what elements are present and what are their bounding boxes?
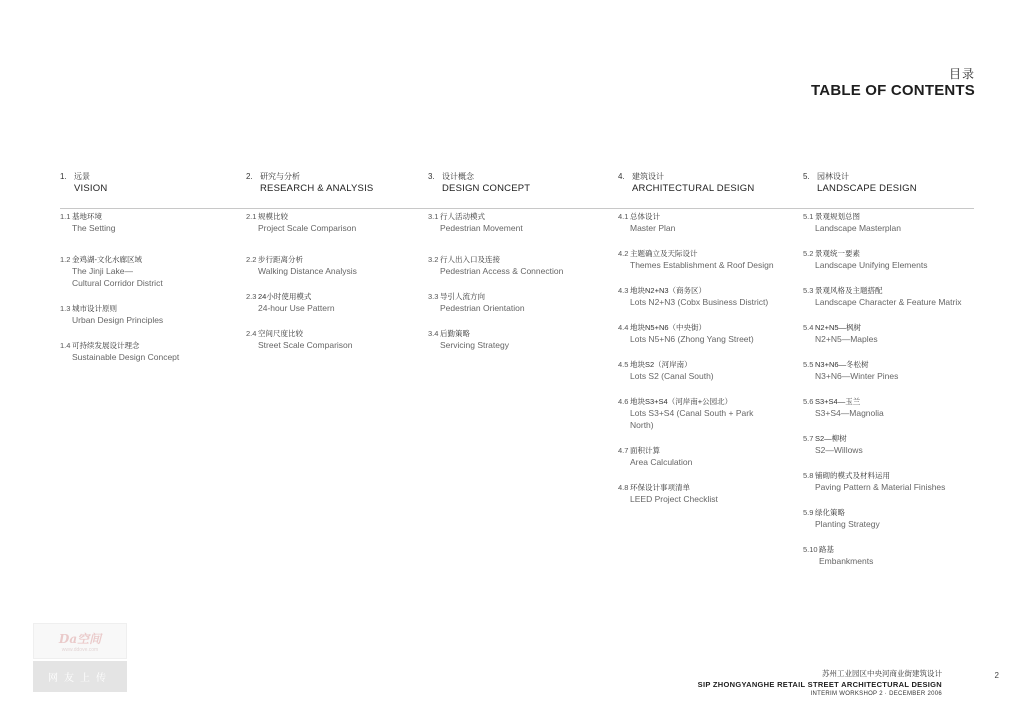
item-number: 5.7 (803, 434, 814, 443)
item-number: 5.6 (803, 397, 814, 406)
toc-item (803, 507, 961, 530)
toc-item (618, 285, 774, 308)
section-heading (618, 171, 754, 197)
item-title-chinese: 导引人流方向 (440, 292, 485, 301)
footer-project-english: SIP ZHONGYANGHE RETAIL STREET ARCHITECTURAL DESIGN (697, 680, 942, 689)
item-title-english: Landscape Unifying Elements (815, 260, 928, 270)
item-title-chinese: 空间尺度比较 (258, 329, 303, 338)
section-heading-chinese (246, 171, 373, 182)
item-number: 4.6 (618, 397, 629, 406)
item-title-english: Embankments (819, 556, 874, 566)
item-title-chinese: 铺砌的模式及材料运用 (815, 471, 890, 480)
toc-item (618, 396, 774, 431)
toc-item (803, 470, 961, 493)
item-number: 5.2 (803, 249, 814, 258)
section-items (428, 211, 563, 351)
footer-project-chinese: 苏州工业园区中央河商业街建筑设计 (822, 669, 942, 678)
section-heading-chinese (803, 171, 917, 182)
toc-item (803, 248, 961, 271)
item-number: 5.8 (803, 471, 814, 480)
item-title-english: Planting Strategy (815, 519, 880, 529)
item-title-english: Cultural Corridor District (72, 278, 163, 288)
toc-item (803, 396, 961, 419)
item-number: 4.2 (618, 249, 629, 258)
section-items (618, 211, 774, 505)
section-title-english: ARCHITECTURAL DESIGN (632, 183, 755, 194)
item-number: 5.5 (803, 360, 814, 369)
item-number: 3.1 (428, 212, 439, 221)
page-number: 2 (994, 671, 999, 680)
section-title-english: VISION (74, 183, 108, 194)
section-title-english: DESIGN CONCEPT (442, 183, 531, 194)
item-title-english: Pedestrian Access & Connection (440, 266, 564, 276)
toc-item (60, 303, 179, 326)
section-number: 5. (803, 172, 810, 181)
watermark-logo-panel (33, 623, 127, 659)
toc-item (803, 211, 961, 234)
section-title-chinese: 远景 (74, 172, 90, 181)
item-title-english: Landscape Character & Feature Matrix (815, 297, 962, 307)
item-number: 1.1 (60, 212, 71, 221)
item-title-chinese: 景观风格及主题搭配 (815, 286, 883, 295)
section-heading (428, 171, 530, 197)
item-title-chinese: 基地环境 (72, 212, 102, 221)
section-items (803, 211, 961, 567)
section-items (246, 211, 357, 351)
item-title-english: North) (630, 420, 654, 430)
watermark-caption-panel (33, 661, 127, 692)
header-divider (60, 208, 974, 209)
toc-item (246, 211, 357, 234)
toc-section-3 (428, 171, 530, 197)
item-number: 1.4 (60, 341, 71, 350)
item-title-english: Lots S3+S4 (Canal South + Park (630, 408, 754, 418)
item-number: 5.4 (803, 323, 814, 332)
section-heading-chinese (618, 171, 754, 182)
section-title-english: RESEARCH & ANALYSIS (260, 183, 374, 194)
watermark-logo: Da空间 (58, 631, 102, 646)
toc-item (618, 248, 774, 271)
toc-item (428, 328, 563, 351)
item-title-english: Landscape Masterplan (815, 223, 902, 233)
item-number: 4.8 (618, 483, 629, 492)
item-title-english: Themes Establishment & Roof Design (630, 260, 774, 270)
section-number: 1. (60, 172, 67, 181)
toc-item (618, 211, 774, 234)
item-title-english: Lots N5+N6 (Zhong Yang Street) (630, 334, 754, 344)
item-title-chinese: 环保设计事项清单 (630, 483, 690, 492)
item-number: 5.9 (803, 508, 814, 517)
section-title-chinese: 建筑设计 (632, 172, 664, 181)
item-title-english: N3+N6—Winter Pines (815, 371, 899, 381)
toc-item (60, 211, 179, 234)
toc-item (803, 433, 961, 456)
section-number: 4. (618, 172, 625, 181)
item-number: 1.2 (60, 255, 71, 264)
section-heading (803, 171, 917, 197)
toc-item (428, 254, 563, 277)
toc-item (618, 482, 774, 505)
item-title-english: N2+N5—Maples (815, 334, 878, 344)
item-title-chinese: N3+N6—冬松树 (815, 360, 869, 369)
title-english: TABLE OF CONTENTS (811, 82, 975, 99)
item-title-english: Lots N2+N3 (Cobx Business District) (630, 297, 769, 307)
item-number: 4.4 (618, 323, 629, 332)
item-title-chinese: 路基 (819, 545, 834, 554)
title-chinese: 目录 (948, 67, 975, 81)
item-number: 5.3 (803, 286, 814, 295)
toc-item (246, 291, 357, 314)
item-title-english: Lots S2 (Canal South) (630, 371, 714, 381)
item-title-chinese: S2—柳树 (815, 434, 847, 443)
item-title-chinese: 地块S2（河岸南） (630, 360, 692, 369)
item-title-chinese: 地块N2+N3（商务区） (630, 286, 707, 295)
toc-item (246, 254, 357, 277)
toc-item (428, 291, 563, 314)
item-title-english: The Setting (72, 223, 116, 233)
item-title-english: The Jinji Lake— (72, 266, 133, 276)
item-title-chinese: 24小时使用模式 (258, 292, 312, 301)
toc-section-5 (803, 171, 917, 197)
toc-item (428, 211, 563, 234)
item-title-english: Paving Pattern & Material Finishes (815, 482, 946, 492)
item-title-chinese: 规模比较 (258, 212, 288, 221)
section-items (60, 211, 179, 363)
item-number: 1.3 (60, 304, 71, 313)
item-title-chinese: 景观规划总图 (815, 212, 860, 221)
toc-item (618, 359, 774, 382)
toc-section-4 (618, 171, 754, 197)
section-heading-chinese (428, 171, 530, 182)
section-title-chinese: 园林设计 (817, 172, 849, 181)
watermark-caption: 网友上传 (48, 673, 112, 684)
item-title-english: Pedestrian Movement (440, 223, 523, 233)
item-number: 3.4 (428, 329, 439, 338)
watermark-url: www.ddove.com (61, 646, 99, 653)
section-title-chinese: 设计概念 (442, 172, 474, 181)
item-title-chinese: 地块S3+S4（河岸南+公园北） (630, 397, 733, 406)
toc-item (618, 322, 774, 345)
footer-workshop: INTERIM WORKSHOP 2 · DECEMBER 2006 (810, 691, 942, 697)
section-heading-chinese (60, 171, 107, 182)
watermark (33, 623, 127, 691)
section-title-chinese: 研究与分析 (260, 172, 300, 181)
item-title-chinese: 主题确立及天际设计 (630, 249, 698, 258)
title-block (811, 66, 975, 100)
toc-item (60, 254, 179, 289)
item-title-english: Project Scale Comparison (258, 223, 357, 233)
section-number: 3. (428, 172, 435, 181)
item-number: 2.1 (246, 212, 257, 221)
toc-item (803, 359, 961, 382)
item-number: 2.4 (246, 329, 257, 338)
toc-item (803, 322, 961, 345)
toc-section-1 (60, 171, 107, 197)
item-number: 4.1 (618, 212, 629, 221)
toc-item (618, 445, 774, 468)
item-title-chinese: 绿化策略 (815, 508, 845, 517)
item-number: 2.3 (246, 292, 257, 301)
item-title-english: Servicing Strategy (440, 340, 509, 350)
item-title-chinese: 步行距离分析 (258, 255, 303, 264)
item-title-chinese: S3+S4—玉兰 (815, 397, 861, 406)
item-title-english: LEED Project Checklist (630, 494, 718, 504)
item-number: 4.7 (618, 446, 629, 455)
item-number: 4.3 (618, 286, 629, 295)
item-title-english: Sustainable Design Concept (72, 352, 180, 362)
item-number: 3.3 (428, 292, 439, 301)
item-title-chinese: 可持续发展设计理念 (72, 341, 140, 350)
item-title-english: Street Scale Comparison (258, 340, 353, 350)
item-number: 5.1 (803, 212, 814, 221)
item-title-chinese: 行人活动模式 (440, 212, 485, 221)
section-number: 2. (246, 172, 253, 181)
item-number: 4.5 (618, 360, 629, 369)
item-title-chinese: 后勤策略 (440, 329, 470, 338)
item-number: 3.2 (428, 255, 439, 264)
toc-item (246, 328, 357, 351)
item-title-english: Pedestrian Orientation (440, 303, 525, 313)
toc-section-2 (246, 171, 373, 197)
section-heading (60, 171, 107, 197)
item-number: 5.10 (803, 545, 818, 554)
item-title-chinese: N2+N5—枫树 (815, 323, 862, 332)
item-title-chinese: 景观统一要素 (815, 249, 860, 258)
item-title-chinese: 城市设计原则 (72, 304, 117, 313)
toc-item (803, 285, 961, 308)
item-title-chinese: 地块N5+N6（中央街） (630, 323, 707, 332)
item-title-chinese: 金鸡湖-文化水廊区域 (72, 255, 142, 264)
item-number: 2.2 (246, 255, 257, 264)
item-title-english: 24-hour Use Pattern (258, 303, 335, 313)
item-title-chinese: 面积计算 (630, 446, 660, 455)
item-title-english: S3+S4—Magnolia (815, 408, 884, 418)
item-title-chinese: 总体设计 (630, 212, 660, 221)
item-title-english: S2—Willows (815, 445, 863, 455)
item-title-english: Master Plan (630, 223, 676, 233)
toc-item (60, 340, 179, 363)
section-heading (246, 171, 373, 197)
item-title-english: Urban Design Principles (72, 315, 164, 325)
footer (698, 669, 942, 699)
section-title-english: LANDSCAPE DESIGN (817, 183, 917, 194)
item-title-english: Area Calculation (630, 457, 693, 467)
item-title-chinese: 行人出入口及连接 (440, 255, 500, 264)
item-title-english: Walking Distance Analysis (258, 266, 357, 276)
toc-item (803, 544, 961, 567)
